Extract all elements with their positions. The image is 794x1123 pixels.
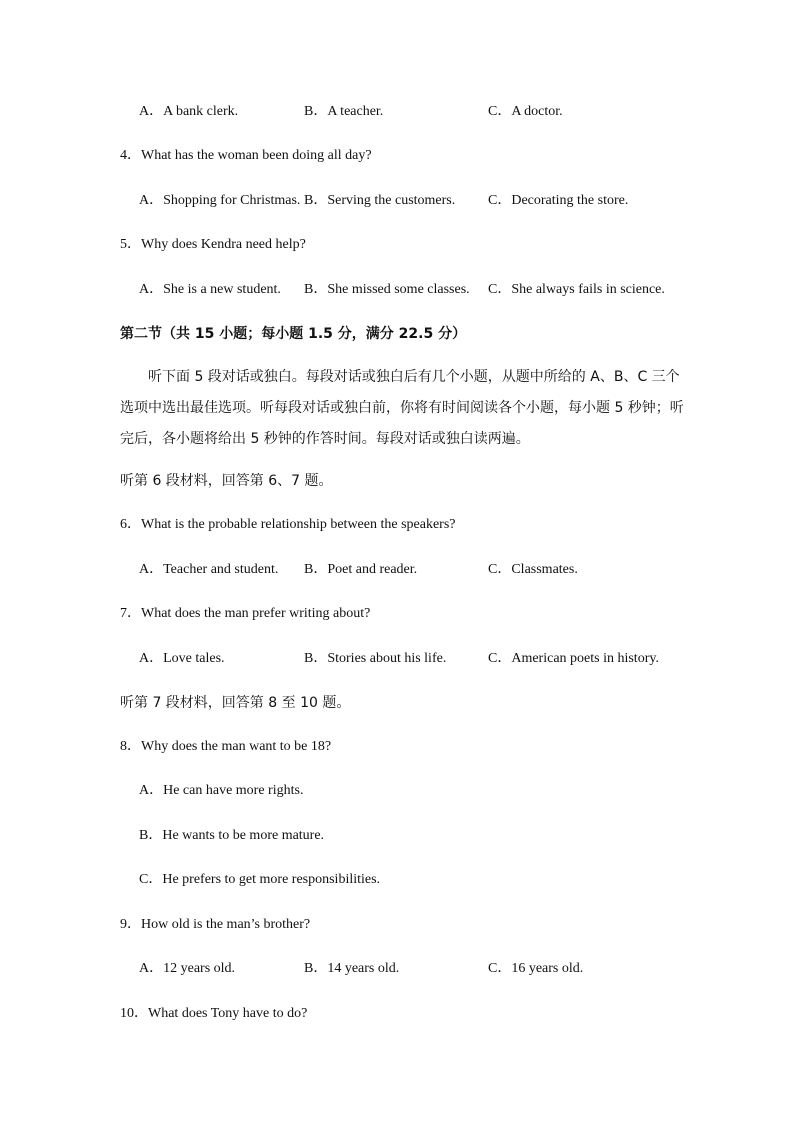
q3-option-a: A．A bank clerk. (139, 104, 239, 119)
instructions-line-3: 完后，各小题将给出 5 秒钟的作答时间。每段对话或独白读两遍。 (120, 431, 530, 447)
q9-option-c: C．16 years old. (488, 961, 584, 976)
q3-option-b: B．A teacher. (304, 104, 384, 119)
q10-question: 10．What does Tony have to do? (120, 1006, 308, 1021)
q6-option-c: C．Classmates. (488, 562, 578, 577)
q8-option-b: B．He wants to be more mature. (139, 828, 325, 843)
q9-question: 9．How old is the man’s brother? (120, 917, 311, 932)
section-heading: 第二节（共 15 小题；每小题 1.5 分，满分 22.5 分） (120, 326, 467, 342)
q6-option-a: A．Teacher and student. (139, 562, 279, 577)
passage-6-intro: 听第 6 段材料，回答第 6、7 题。 (120, 473, 333, 489)
q4-option-b: B．Serving the customers. (304, 193, 456, 208)
q9-option-a: A．12 years old. (139, 961, 236, 976)
instructions-line-2: 选项中选出最佳选项。听每段对话或独白前，你将有时间阅读各个小题，每小题 5 秒钟；听 (120, 400, 684, 416)
q9-option-b: B．14 years old. (304, 961, 400, 976)
q4-question: 4．What has the woman been doing all day? (120, 148, 372, 163)
q4-option-c: C．Decorating the store. (488, 193, 629, 208)
q6-question: 6．What is the probable relationship between the speakers? (120, 517, 456, 532)
q5-option-c: C．She always fails in science. (488, 282, 665, 297)
passage-7-intro: 听第 7 段材料，回答第 8 至 10 题。 (120, 695, 351, 711)
section-instructions (120, 362, 684, 455)
q6-option-b: B．Poet and reader. (304, 562, 418, 577)
q7-option-b: B．Stories about his life. (304, 651, 447, 666)
q4-option-a: A．Shopping for Christmas. (139, 193, 301, 208)
q5-option-a: A．She is a new student. (139, 282, 281, 297)
q7-option-c: C．American poets in history. (488, 651, 659, 666)
q3-option-c: C．A doctor. (488, 104, 563, 119)
q8-option-a: A．He can have more rights. (139, 783, 304, 798)
q5-option-b: B．She missed some classes. (304, 282, 470, 297)
q8-option-c: C．He prefers to get more responsibilities. (139, 872, 381, 887)
q8-question: 8．Why does the man want to be 18? (120, 739, 332, 754)
q7-question: 7．What does the man prefer writing about? (120, 606, 371, 621)
q5-question: 5．Why does Kendra need help? (120, 237, 306, 252)
q7-option-a: A．Love tales. (139, 651, 225, 666)
instructions-line-1: 听下面 5 段对话或独白。每段对话或独白后有几个小题，从题中所给的 A、B、C 三个 (148, 369, 680, 385)
